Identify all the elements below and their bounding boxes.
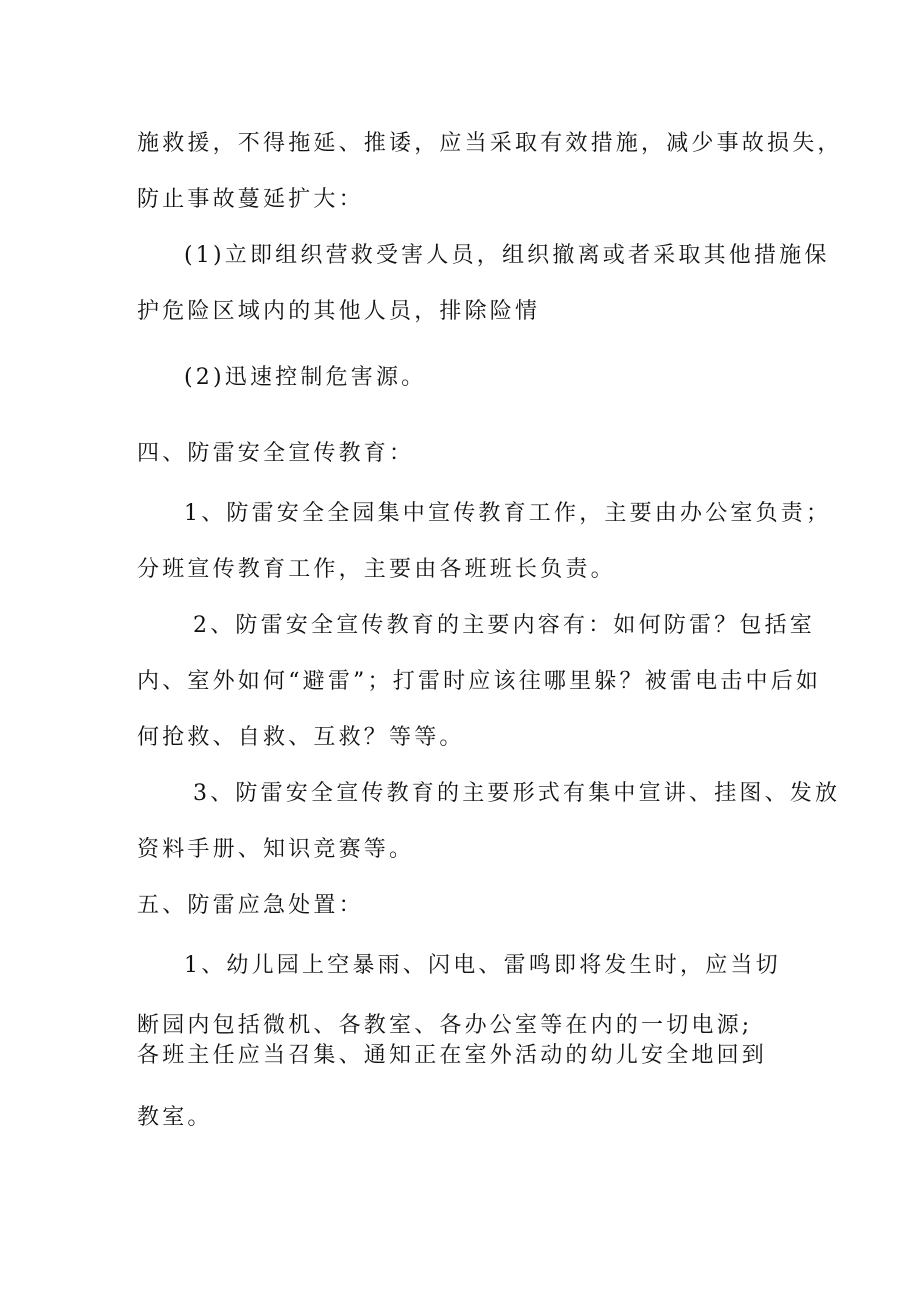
text-line-9: 2、防雷安全宣传教育的主要内容有：如何防雷？包括室 [193, 613, 815, 638]
text-line-11: 何抢救、自救、互救？等等。 [137, 725, 465, 750]
text-line-8: 分班宣传教育工作，主要由各班班长负责。 [137, 557, 616, 582]
text-line-2: 防止事故蔓延扩大： [137, 187, 364, 212]
text-line-5: (2)迅速控制危害源。 [184, 365, 427, 390]
text-line-1: 施救援，不得拖延、推诿，应当采取有效措施，减少事故损失， [137, 131, 843, 156]
text-line-12: 3、防雷安全宣传教育的主要形式有集中宣讲、挂图、发放 [193, 781, 841, 806]
text-line-10: 内、室外如何“避雷”；打雷时应该往哪里躲？被雷电击中后如 [137, 669, 822, 694]
text-line-4: 护危险区域内的其他人员，排除险情 [137, 299, 541, 324]
text-line-18: 教室。 [137, 1105, 213, 1130]
text-line-15: 1、幼儿园上空暴雨、闪电、雷鸣即将发生时，应当切 [184, 953, 781, 978]
section-heading-4: 四、防雷安全宣传教育： [137, 441, 415, 466]
text-line-17: 各班主任应当召集、通知正在室外活动的幼儿安全地回到 [137, 1043, 768, 1068]
section-heading-5: 五、防雷应急处置： [137, 893, 364, 918]
text-line-3: (1)立即组织营救受害人员，组织撤离或者采取其他措施保 [184, 243, 830, 268]
text-line-13: 资料手册、知识竞赛等。 [137, 837, 415, 862]
text-line-16: 断园内包括微机、各教室、各办公室等在内的一切电源; [137, 1013, 753, 1038]
text-line-7: 1、防雷安全全园集中宣传教育工作，主要由办公室负责； [184, 501, 832, 526]
